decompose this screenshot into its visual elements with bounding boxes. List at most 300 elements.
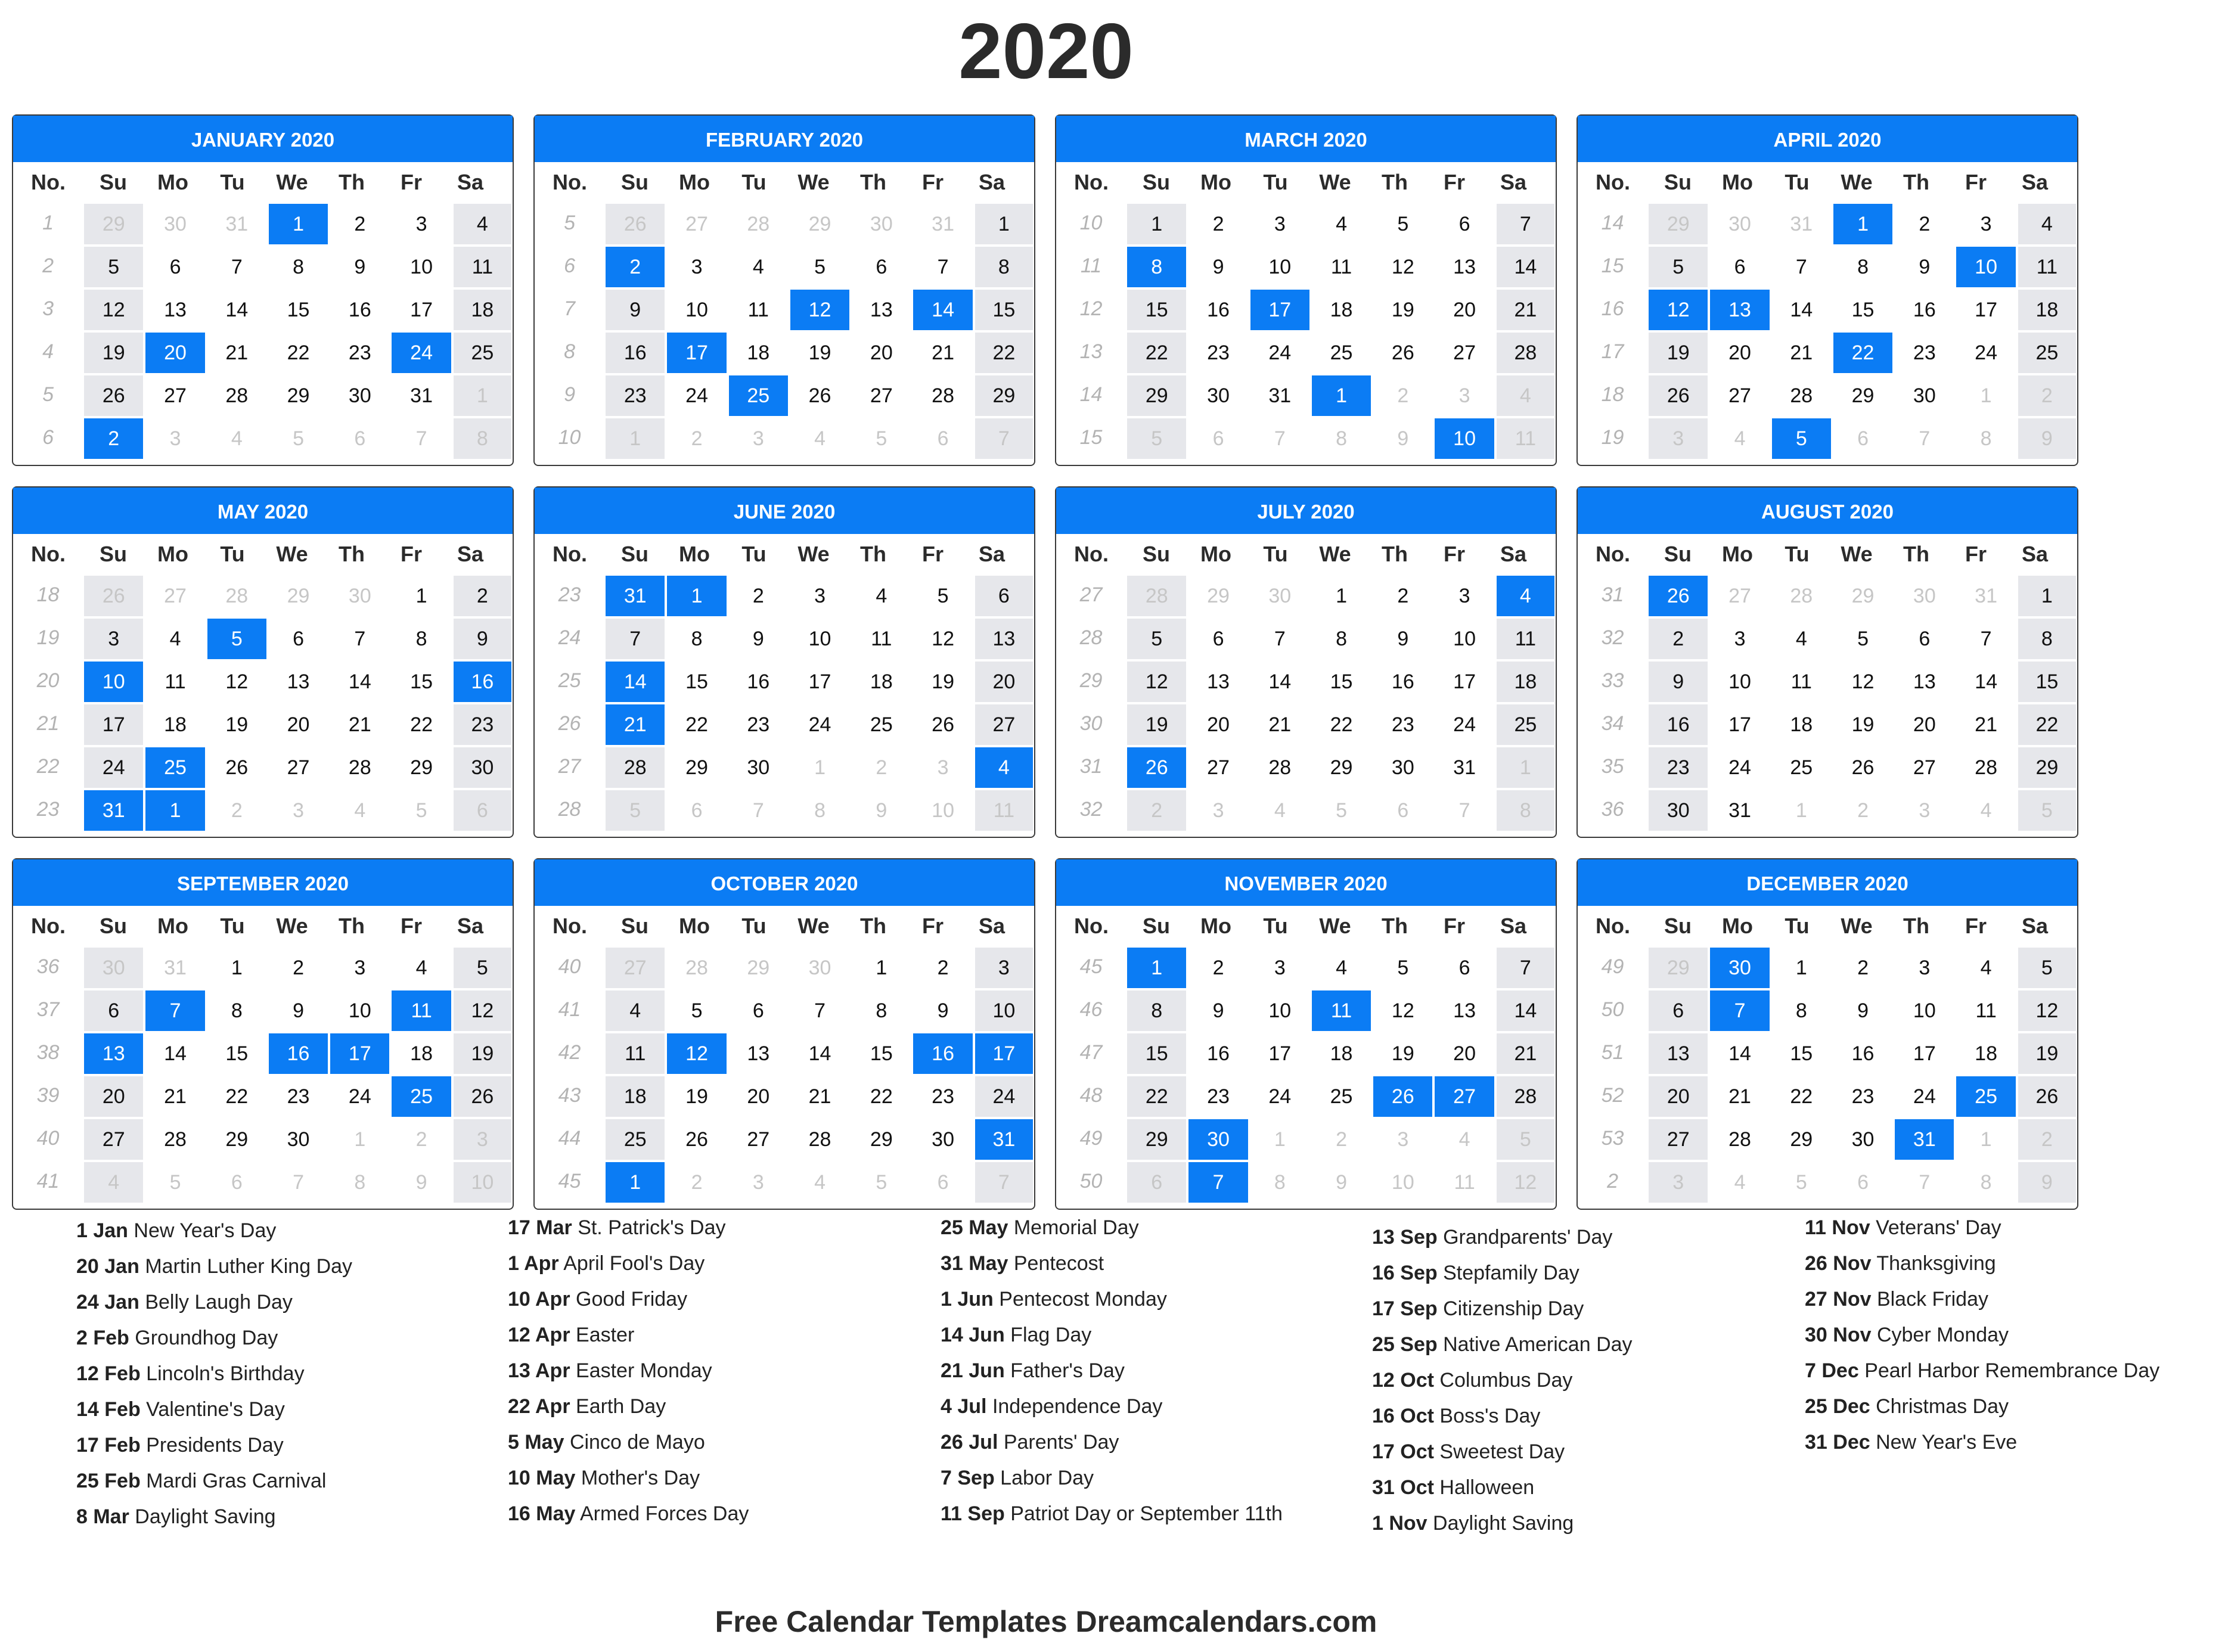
day-cell[interactable]: 13 <box>729 1033 788 1074</box>
day-cell[interactable]: 7 <box>913 247 972 287</box>
day-cell[interactable]: 7 <box>1250 619 1309 659</box>
day-cell[interactable]: 13 <box>1188 662 1247 702</box>
day-cell[interactable]: 16 <box>1649 704 1708 745</box>
day-cell[interactable]: 11 <box>975 790 1033 831</box>
day-cell[interactable]: 14 <box>1497 247 1554 287</box>
day-cell[interactable]: 22 <box>1127 333 1186 373</box>
day-cell[interactable]: 3 <box>1895 948 1954 988</box>
day-cell[interactable]: 2 <box>667 1162 726 1203</box>
day-cell[interactable]: 28 <box>1250 747 1309 788</box>
holiday-day-cell[interactable]: 4 <box>1497 576 1554 616</box>
day-cell[interactable]: 23 <box>454 704 511 745</box>
day-cell[interactable]: 8 <box>1956 418 2015 459</box>
day-cell[interactable]: 23 <box>1188 1076 1247 1117</box>
day-cell[interactable]: 24 <box>1895 1076 1954 1117</box>
day-cell[interactable]: 12 <box>1373 990 1432 1031</box>
holiday-day-cell[interactable]: 7 <box>1710 990 1769 1031</box>
day-cell[interactable]: 28 <box>790 1119 849 1160</box>
day-cell[interactable]: 14 <box>1710 1033 1769 1074</box>
day-cell[interactable]: 19 <box>1373 1033 1432 1074</box>
day-cell[interactable]: 27 <box>269 747 328 788</box>
day-cell[interactable]: 25 <box>1312 1076 1371 1117</box>
day-cell[interactable]: 12 <box>2018 990 2076 1031</box>
day-cell[interactable]: 1 <box>454 375 511 416</box>
day-cell[interactable]: 23 <box>269 1076 328 1117</box>
holiday-day-cell[interactable]: 1 <box>145 790 204 831</box>
holiday-day-cell[interactable]: 25 <box>1956 1076 2015 1117</box>
day-cell[interactable]: 11 <box>1497 619 1554 659</box>
day-cell[interactable]: 4 <box>145 619 204 659</box>
day-cell[interactable]: 26 <box>1649 375 1708 416</box>
day-cell[interactable]: 20 <box>1435 1033 1494 1074</box>
day-cell[interactable]: 27 <box>1710 375 1769 416</box>
day-cell[interactable]: 13 <box>1435 247 1494 287</box>
day-cell[interactable]: 10 <box>975 990 1033 1031</box>
holiday-day-cell[interactable]: 1 <box>667 576 726 616</box>
day-cell[interactable]: 22 <box>269 333 328 373</box>
day-cell[interactable]: 20 <box>852 333 911 373</box>
day-cell[interactable]: 23 <box>606 375 665 416</box>
day-cell[interactable]: 15 <box>392 662 451 702</box>
day-cell[interactable]: 5 <box>269 418 328 459</box>
day-cell[interactable]: 6 <box>1435 948 1494 988</box>
day-cell[interactable]: 4 <box>84 1162 143 1203</box>
day-cell[interactable]: 21 <box>1956 704 2015 745</box>
day-cell[interactable]: 8 <box>1497 790 1554 831</box>
day-cell[interactable]: 2 <box>392 1119 451 1160</box>
day-cell[interactable]: 25 <box>1497 704 1554 745</box>
holiday-day-cell[interactable]: 25 <box>145 747 204 788</box>
day-cell[interactable]: 10 <box>392 247 451 287</box>
day-cell[interactable]: 17 <box>1250 1033 1309 1074</box>
day-cell[interactable]: 6 <box>1895 619 1954 659</box>
day-cell[interactable]: 28 <box>729 204 788 244</box>
day-cell[interactable]: 29 <box>975 375 1033 416</box>
holiday-day-cell[interactable]: 4 <box>975 747 1033 788</box>
day-cell[interactable]: 15 <box>207 1033 266 1074</box>
day-cell[interactable]: 13 <box>975 619 1033 659</box>
day-cell[interactable]: 4 <box>1435 1119 1494 1160</box>
day-cell[interactable]: 28 <box>207 375 266 416</box>
day-cell[interactable]: 6 <box>1188 619 1247 659</box>
day-cell[interactable]: 2 <box>2018 375 2076 416</box>
day-cell[interactable]: 30 <box>330 576 389 616</box>
day-cell[interactable]: 9 <box>1188 247 1247 287</box>
day-cell[interactable]: 30 <box>330 375 389 416</box>
day-cell[interactable]: 4 <box>1710 1162 1769 1203</box>
day-cell[interactable]: 10 <box>913 790 972 831</box>
day-cell[interactable]: 29 <box>1188 576 1247 616</box>
day-cell[interactable]: 22 <box>852 1076 911 1117</box>
day-cell[interactable]: 27 <box>852 375 911 416</box>
day-cell[interactable]: 12 <box>1497 1162 1554 1203</box>
day-cell[interactable]: 24 <box>1250 1076 1309 1117</box>
day-cell[interactable]: 8 <box>1250 1162 1309 1203</box>
holiday-day-cell[interactable]: 24 <box>392 333 451 373</box>
day-cell[interactable]: 7 <box>729 790 788 831</box>
day-cell[interactable]: 10 <box>1710 662 1769 702</box>
day-cell[interactable]: 28 <box>330 747 389 788</box>
day-cell[interactable]: 15 <box>269 290 328 330</box>
day-cell[interactable]: 19 <box>1833 704 1892 745</box>
day-cell[interactable]: 9 <box>2018 1162 2076 1203</box>
day-cell[interactable]: 15 <box>667 662 726 702</box>
day-cell[interactable]: 9 <box>1649 662 1708 702</box>
day-cell[interactable]: 6 <box>1373 790 1432 831</box>
day-cell[interactable]: 26 <box>2018 1076 2076 1117</box>
day-cell[interactable]: 3 <box>1250 204 1309 244</box>
day-cell[interactable]: 1 <box>852 948 911 988</box>
day-cell[interactable]: 27 <box>1188 747 1247 788</box>
holiday-day-cell[interactable]: 22 <box>1833 333 1892 373</box>
day-cell[interactable]: 28 <box>1772 576 1831 616</box>
day-cell[interactable]: 24 <box>790 704 849 745</box>
day-cell[interactable]: 5 <box>1373 204 1432 244</box>
day-cell[interactable]: 8 <box>207 990 266 1031</box>
day-cell[interactable]: 5 <box>1649 247 1708 287</box>
day-cell[interactable]: 4 <box>1312 204 1371 244</box>
holiday-day-cell[interactable]: 1 <box>1312 375 1371 416</box>
day-cell[interactable]: 3 <box>392 204 451 244</box>
day-cell[interactable]: 28 <box>1710 1119 1769 1160</box>
day-cell[interactable]: 12 <box>1833 662 1892 702</box>
day-cell[interactable]: 4 <box>1312 948 1371 988</box>
day-cell[interactable]: 8 <box>667 619 726 659</box>
day-cell[interactable]: 31 <box>1710 790 1769 831</box>
day-cell[interactable]: 28 <box>145 1119 204 1160</box>
day-cell[interactable]: 5 <box>1312 790 1371 831</box>
day-cell[interactable]: 18 <box>1956 1033 2015 1074</box>
day-cell[interactable]: 28 <box>207 576 266 616</box>
day-cell[interactable]: 21 <box>1250 704 1309 745</box>
day-cell[interactable]: 29 <box>1649 948 1708 988</box>
day-cell[interactable]: 19 <box>454 1033 511 1074</box>
day-cell[interactable]: 8 <box>1312 418 1371 459</box>
holiday-day-cell[interactable]: 8 <box>1127 247 1186 287</box>
day-cell[interactable]: 21 <box>207 333 266 373</box>
holiday-day-cell[interactable]: 16 <box>269 1033 328 1074</box>
day-cell[interactable]: 17 <box>1895 1033 1954 1074</box>
holiday-day-cell[interactable]: 31 <box>606 576 665 616</box>
day-cell[interactable]: 1 <box>1772 948 1831 988</box>
day-cell[interactable]: 24 <box>84 747 143 788</box>
day-cell[interactable]: 3 <box>84 619 143 659</box>
holiday-day-cell[interactable]: 14 <box>606 662 665 702</box>
day-cell[interactable]: 5 <box>667 990 726 1031</box>
day-cell[interactable]: 31 <box>1250 375 1309 416</box>
day-cell[interactable]: 1 <box>1956 375 2015 416</box>
day-cell[interactable]: 20 <box>84 1076 143 1117</box>
day-cell[interactable]: 3 <box>1435 375 1494 416</box>
holiday-day-cell[interactable]: 30 <box>1188 1119 1247 1160</box>
day-cell[interactable]: 10 <box>330 990 389 1031</box>
day-cell[interactable]: 4 <box>790 1162 849 1203</box>
holiday-day-cell[interactable]: 26 <box>1127 747 1186 788</box>
day-cell[interactable]: 13 <box>852 290 911 330</box>
day-cell[interactable]: 18 <box>145 704 204 745</box>
day-cell[interactable]: 5 <box>84 247 143 287</box>
day-cell[interactable]: 7 <box>975 1162 1033 1203</box>
day-cell[interactable]: 10 <box>1250 990 1309 1031</box>
day-cell[interactable]: 25 <box>454 333 511 373</box>
day-cell[interactable]: 2 <box>1188 948 1247 988</box>
day-cell[interactable]: 5 <box>790 247 849 287</box>
day-cell[interactable]: 6 <box>330 418 389 459</box>
day-cell[interactable]: 1 <box>392 576 451 616</box>
day-cell[interactable]: 21 <box>1772 333 1831 373</box>
day-cell[interactable]: 3 <box>1649 418 1708 459</box>
day-cell[interactable]: 11 <box>145 662 204 702</box>
holiday-day-cell[interactable]: 14 <box>913 290 972 330</box>
day-cell[interactable]: 8 <box>1772 990 1831 1031</box>
day-cell[interactable]: 5 <box>2018 790 2076 831</box>
day-cell[interactable]: 1 <box>330 1119 389 1160</box>
day-cell[interactable]: 21 <box>1497 290 1554 330</box>
holiday-day-cell[interactable]: 13 <box>84 1033 143 1074</box>
day-cell[interactable]: 18 <box>1312 1033 1371 1074</box>
day-cell[interactable]: 21 <box>330 704 389 745</box>
day-cell[interactable]: 9 <box>729 619 788 659</box>
day-cell[interactable]: 11 <box>1956 990 2015 1031</box>
holiday-day-cell[interactable]: 17 <box>330 1033 389 1074</box>
day-cell[interactable]: 15 <box>1772 1033 1831 1074</box>
day-cell[interactable]: 19 <box>2018 1033 2076 1074</box>
footer-brand-link[interactable]: Dreamcalendars.com <box>1075 1605 1377 1638</box>
day-cell[interactable]: 11 <box>454 247 511 287</box>
day-cell[interactable]: 5 <box>1127 619 1186 659</box>
day-cell[interactable]: 7 <box>606 619 665 659</box>
day-cell[interactable]: 14 <box>790 1033 849 1074</box>
day-cell[interactable]: 20 <box>1710 333 1769 373</box>
holiday-day-cell[interactable]: 20 <box>145 333 204 373</box>
day-cell[interactable]: 30 <box>1649 790 1708 831</box>
day-cell[interactable]: 29 <box>1127 1119 1186 1160</box>
day-cell[interactable]: 30 <box>1250 576 1309 616</box>
day-cell[interactable]: 8 <box>790 790 849 831</box>
day-cell[interactable]: 16 <box>1895 290 1954 330</box>
day-cell[interactable]: 7 <box>1497 948 1554 988</box>
day-cell[interactable]: 24 <box>667 375 726 416</box>
day-cell[interactable]: 6 <box>913 418 972 459</box>
day-cell[interactable]: 2 <box>1649 619 1708 659</box>
day-cell[interactable]: 31 <box>392 375 451 416</box>
day-cell[interactable]: 26 <box>913 704 972 745</box>
holiday-day-cell[interactable]: 27 <box>1435 1076 1494 1117</box>
day-cell[interactable]: 28 <box>913 375 972 416</box>
day-cell[interactable]: 16 <box>1373 662 1432 702</box>
day-cell[interactable]: 31 <box>1435 747 1494 788</box>
day-cell[interactable]: 23 <box>729 704 788 745</box>
day-cell[interactable]: 27 <box>1435 333 1494 373</box>
day-cell[interactable]: 9 <box>1188 990 1247 1031</box>
day-cell[interactable]: 15 <box>1127 1033 1186 1074</box>
day-cell[interactable]: 6 <box>1649 990 1708 1031</box>
day-cell[interactable]: 9 <box>392 1162 451 1203</box>
day-cell[interactable]: 2 <box>330 204 389 244</box>
day-cell[interactable]: 30 <box>145 204 204 244</box>
holiday-day-cell[interactable]: 10 <box>1435 418 1494 459</box>
day-cell[interactable]: 1 <box>975 204 1033 244</box>
holiday-day-cell[interactable]: 7 <box>1188 1162 1247 1203</box>
holiday-day-cell[interactable]: 26 <box>1649 576 1708 616</box>
day-cell[interactable]: 19 <box>790 333 849 373</box>
day-cell[interactable]: 30 <box>454 747 511 788</box>
day-cell[interactable]: 22 <box>207 1076 266 1117</box>
day-cell[interactable]: 7 <box>330 619 389 659</box>
day-cell[interactable]: 22 <box>667 704 726 745</box>
day-cell[interactable]: 9 <box>2018 418 2076 459</box>
day-cell[interactable]: 15 <box>1127 290 1186 330</box>
day-cell[interactable]: 16 <box>330 290 389 330</box>
day-cell[interactable]: 29 <box>1127 375 1186 416</box>
day-cell[interactable]: 22 <box>2018 704 2076 745</box>
day-cell[interactable]: 2 <box>1833 790 1892 831</box>
day-cell[interactable]: 6 <box>975 576 1033 616</box>
day-cell[interactable]: 5 <box>852 418 911 459</box>
day-cell[interactable]: 2 <box>2018 1119 2076 1160</box>
holiday-day-cell[interactable]: 10 <box>84 662 143 702</box>
day-cell[interactable]: 11 <box>606 1033 665 1074</box>
day-cell[interactable]: 10 <box>667 290 726 330</box>
day-cell[interactable]: 8 <box>1833 247 1892 287</box>
day-cell[interactable]: 2 <box>1127 790 1186 831</box>
day-cell[interactable]: 4 <box>606 990 665 1031</box>
day-cell[interactable]: 2 <box>1312 1119 1371 1160</box>
day-cell[interactable]: 3 <box>729 418 788 459</box>
day-cell[interactable]: 5 <box>852 1162 911 1203</box>
day-cell[interactable]: 30 <box>729 747 788 788</box>
day-cell[interactable]: 7 <box>975 418 1033 459</box>
day-cell[interactable]: 25 <box>606 1119 665 1160</box>
day-cell[interactable]: 8 <box>975 247 1033 287</box>
day-cell[interactable]: 23 <box>330 333 389 373</box>
day-cell[interactable]: 10 <box>1373 1162 1432 1203</box>
day-cell[interactable]: 24 <box>1435 704 1494 745</box>
day-cell[interactable]: 6 <box>1833 418 1892 459</box>
day-cell[interactable]: 16 <box>1833 1033 1892 1074</box>
day-cell[interactable]: 6 <box>1710 247 1769 287</box>
day-cell[interactable]: 29 <box>207 1119 266 1160</box>
day-cell[interactable]: 2 <box>1833 948 1892 988</box>
day-cell[interactable]: 2 <box>454 576 511 616</box>
day-cell[interactable]: 8 <box>330 1162 389 1203</box>
day-cell[interactable]: 21 <box>145 1076 204 1117</box>
day-cell[interactable]: 16 <box>729 662 788 702</box>
day-cell[interactable]: 20 <box>1895 704 1954 745</box>
day-cell[interactable]: 15 <box>975 290 1033 330</box>
day-cell[interactable]: 27 <box>145 576 204 616</box>
holiday-day-cell[interactable]: 16 <box>454 662 511 702</box>
day-cell[interactable]: 6 <box>913 1162 972 1203</box>
day-cell[interactable]: 6 <box>1127 1162 1186 1203</box>
day-cell[interactable]: 4 <box>454 204 511 244</box>
day-cell[interactable]: 19 <box>913 662 972 702</box>
day-cell[interactable]: 2 <box>667 418 726 459</box>
day-cell[interactable]: 22 <box>1772 1076 1831 1117</box>
day-cell[interactable]: 6 <box>729 990 788 1031</box>
holiday-day-cell[interactable]: 1 <box>1127 948 1186 988</box>
day-cell[interactable]: 9 <box>852 790 911 831</box>
day-cell[interactable]: 9 <box>606 290 665 330</box>
day-cell[interactable]: 11 <box>729 290 788 330</box>
holiday-day-cell[interactable]: 13 <box>1710 290 1769 330</box>
day-cell[interactable]: 5 <box>392 790 451 831</box>
holiday-day-cell[interactable]: 26 <box>1373 1076 1432 1117</box>
day-cell[interactable]: 23 <box>1649 747 1708 788</box>
day-cell[interactable]: 27 <box>606 948 665 988</box>
day-cell[interactable]: 2 <box>913 948 972 988</box>
day-cell[interactable]: 12 <box>913 619 972 659</box>
day-cell[interactable]: 25 <box>852 704 911 745</box>
day-cell[interactable]: 2 <box>269 948 328 988</box>
holiday-day-cell[interactable]: 12 <box>667 1033 726 1074</box>
day-cell[interactable]: 4 <box>729 247 788 287</box>
day-cell[interactable]: 29 <box>790 204 849 244</box>
day-cell[interactable]: 26 <box>1373 333 1432 373</box>
day-cell[interactable]: 29 <box>1649 204 1708 244</box>
day-cell[interactable]: 20 <box>975 662 1033 702</box>
day-cell[interactable]: 29 <box>729 948 788 988</box>
holiday-day-cell[interactable]: 12 <box>1649 290 1708 330</box>
day-cell[interactable]: 18 <box>729 333 788 373</box>
day-cell[interactable]: 4 <box>1956 790 2015 831</box>
day-cell[interactable]: 21 <box>913 333 972 373</box>
day-cell[interactable]: 10 <box>454 1162 511 1203</box>
day-cell[interactable]: 9 <box>454 619 511 659</box>
day-cell[interactable]: 3 <box>145 418 204 459</box>
day-cell[interactable]: 9 <box>1373 418 1432 459</box>
day-cell[interactable]: 27 <box>1895 747 1954 788</box>
day-cell[interactable]: 3 <box>667 247 726 287</box>
day-cell[interactable]: 16 <box>1188 290 1247 330</box>
day-cell[interactable]: 20 <box>1435 290 1494 330</box>
day-cell[interactable]: 1 <box>1956 1119 2015 1160</box>
day-cell[interactable]: 28 <box>1127 576 1186 616</box>
day-cell[interactable]: 15 <box>2018 662 2076 702</box>
day-cell[interactable]: 2 <box>1373 375 1432 416</box>
day-cell[interactable]: 11 <box>2018 247 2076 287</box>
day-cell[interactable]: 14 <box>1250 662 1309 702</box>
day-cell[interactable]: 17 <box>1710 704 1769 745</box>
day-cell[interactable]: 9 <box>269 990 328 1031</box>
day-cell[interactable]: 5 <box>1127 418 1186 459</box>
day-cell[interactable]: 7 <box>1435 790 1494 831</box>
day-cell[interactable]: 3 <box>913 747 972 788</box>
day-cell[interactable]: 7 <box>1895 1162 1954 1203</box>
holiday-day-cell[interactable]: 31 <box>975 1119 1033 1160</box>
day-cell[interactable]: 1 <box>1312 576 1371 616</box>
day-cell[interactable]: 7 <box>1772 247 1831 287</box>
day-cell[interactable]: 26 <box>790 375 849 416</box>
day-cell[interactable]: 7 <box>1895 418 1954 459</box>
day-cell[interactable]: 29 <box>269 576 328 616</box>
day-cell[interactable]: 9 <box>330 247 389 287</box>
day-cell[interactable]: 26 <box>1833 747 1892 788</box>
day-cell[interactable]: 5 <box>913 576 972 616</box>
day-cell[interactable]: 8 <box>2018 619 2076 659</box>
holiday-day-cell[interactable]: 17 <box>975 1033 1033 1074</box>
holiday-day-cell[interactable]: 31 <box>1895 1119 1954 1160</box>
day-cell[interactable]: 3 <box>1649 1162 1708 1203</box>
day-cell[interactable]: 17 <box>1956 290 2015 330</box>
day-cell[interactable]: 6 <box>667 790 726 831</box>
day-cell[interactable]: 27 <box>145 375 204 416</box>
day-cell[interactable]: 9 <box>1312 1162 1371 1203</box>
day-cell[interactable]: 18 <box>852 662 911 702</box>
day-cell[interactable]: 6 <box>145 247 204 287</box>
day-cell[interactable]: 18 <box>1312 290 1371 330</box>
day-cell[interactable]: 5 <box>145 1162 204 1203</box>
